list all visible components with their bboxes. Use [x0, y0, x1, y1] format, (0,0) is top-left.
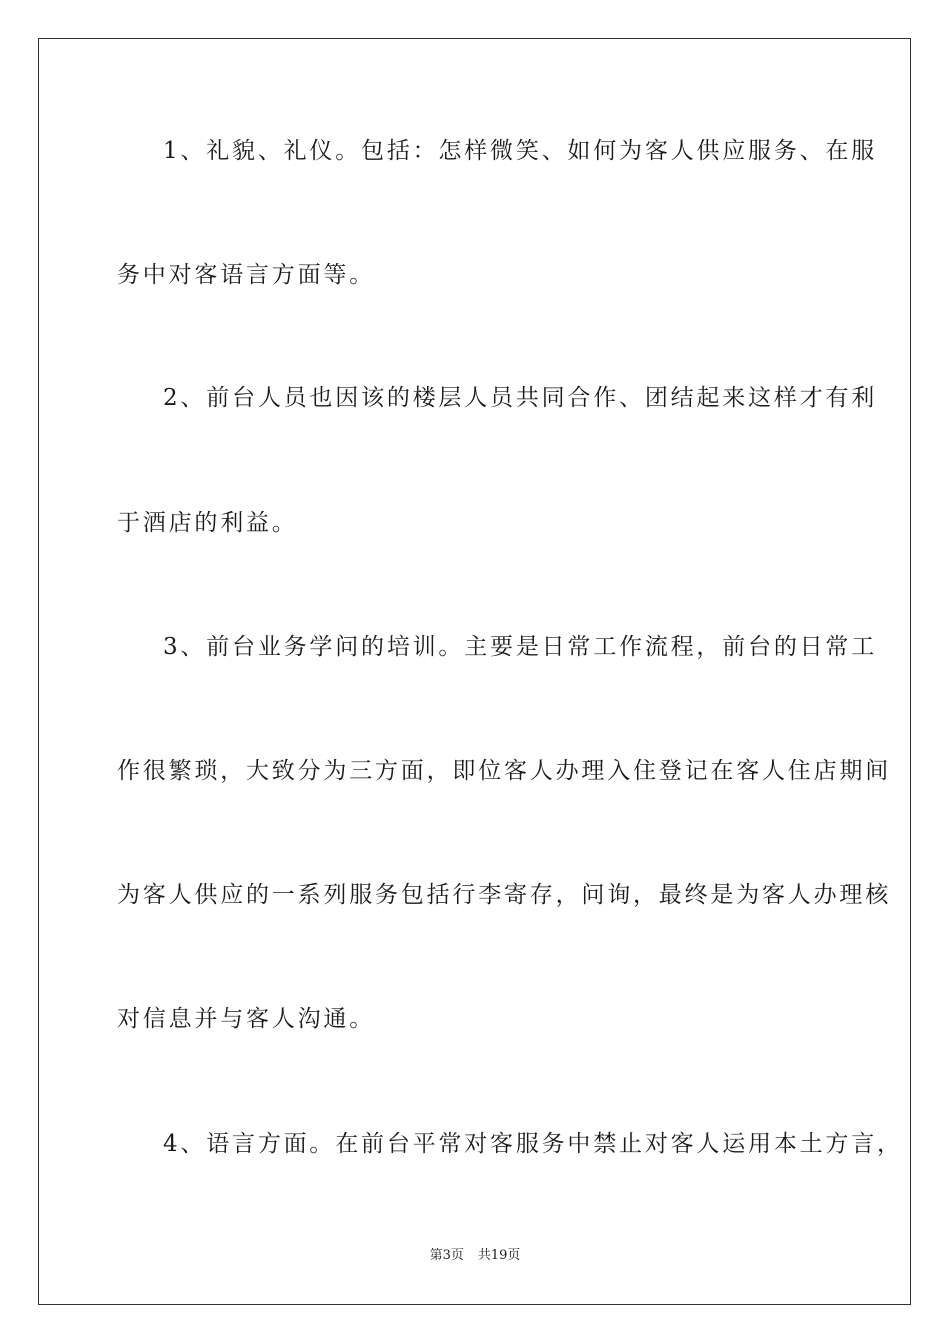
- page-total: 共19页: [477, 1248, 521, 1263]
- paragraph-2-line-1: 2、前台人员也因该的楼层人员共同合作、团结起来这样才有利: [163, 385, 878, 411]
- paragraph-4-line-1: 4、语言方面。在前台平常对客服务中禁止对客人运用本土方言，: [163, 1131, 903, 1157]
- paragraph-1-line-2: 务中对客语言方面等。: [117, 262, 375, 288]
- paragraph-3-line-2: 作很繁琐，大致分为三方面，即位客人办理入住登记在客人住店期间: [117, 758, 891, 784]
- page-footer: [0, 1247, 950, 1265]
- page-border: [38, 38, 911, 1305]
- paragraph-2-line-2: 于酒店的利益。: [117, 510, 298, 536]
- paragraph-3-line-3: 为客人供应的一系列服务包括行李寄存，问询，最终是为客人办理核: [117, 882, 891, 908]
- paragraph-3-line-4: 对信息并与客人沟通。: [117, 1006, 375, 1032]
- page-number: 第3页: [429, 1248, 464, 1263]
- paragraph-3-line-1: 3、前台业务学问的培训。主要是日常工作流程，前台的日常工: [163, 634, 878, 660]
- paragraph-1-line-1: 1、礼貌、礼仪。包括：怎样微笑、如何为客人供应服务、在服: [163, 138, 878, 164]
